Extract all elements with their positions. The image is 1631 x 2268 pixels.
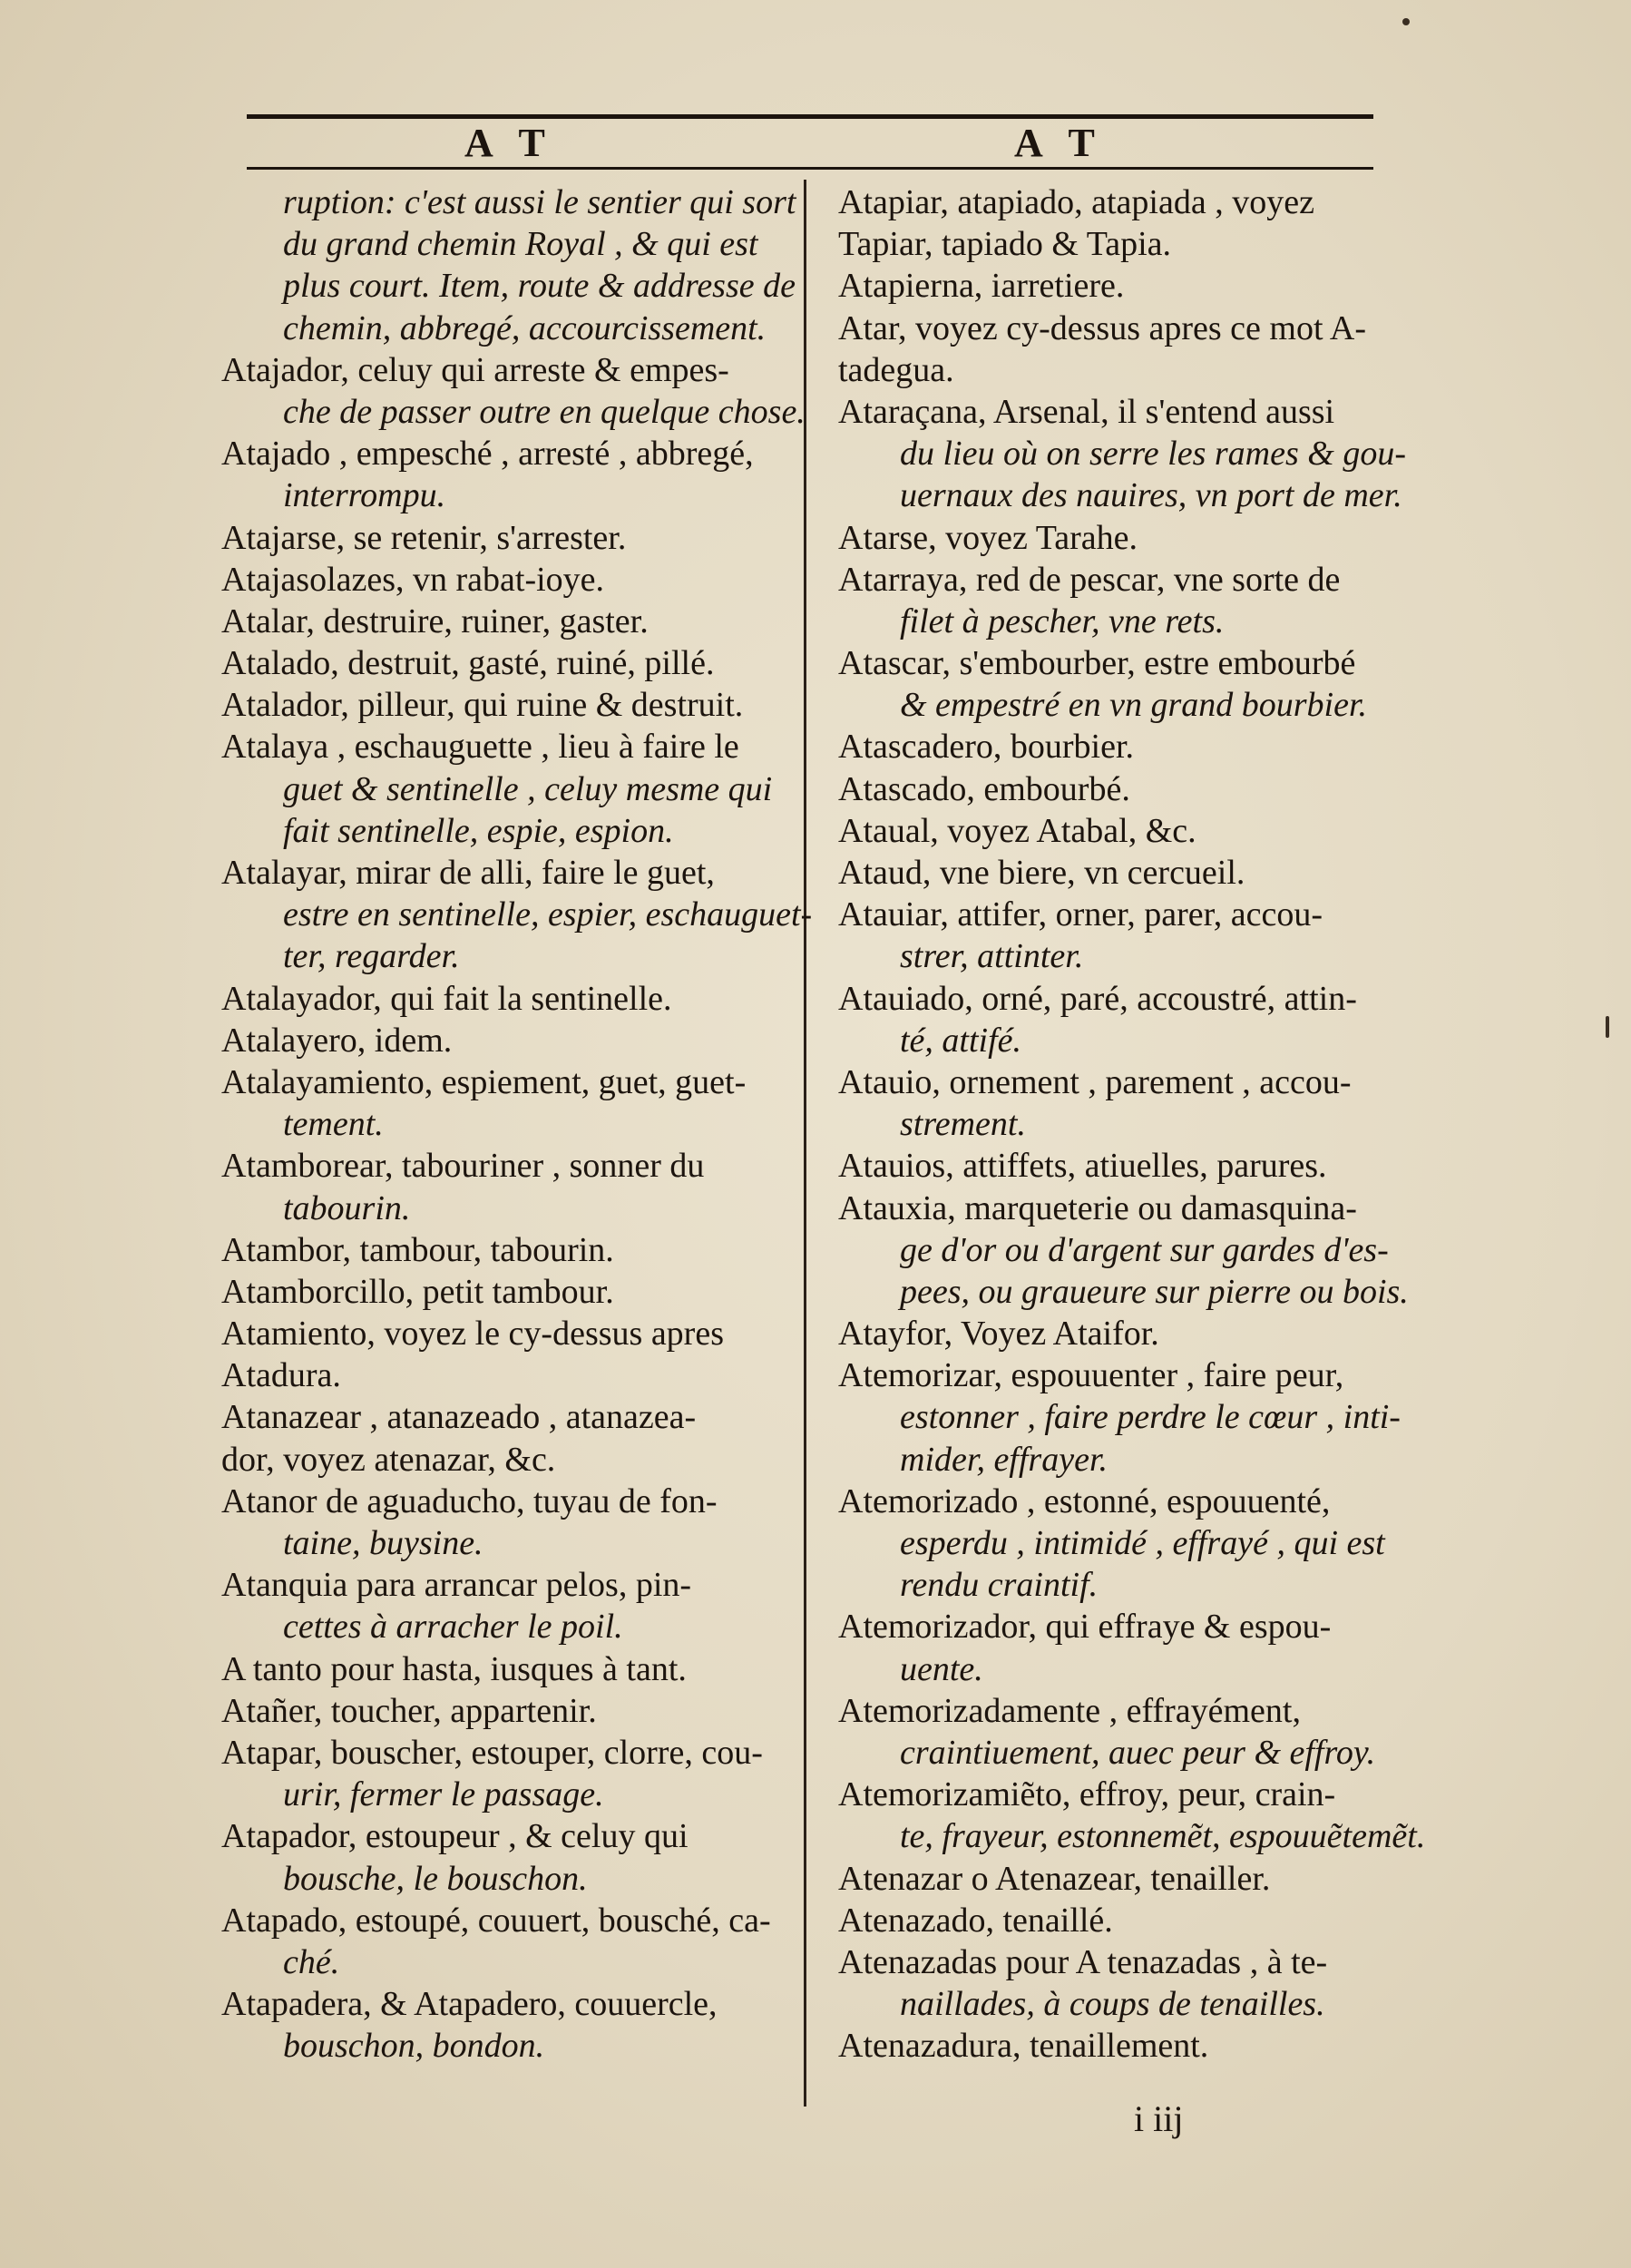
dictionary-line: Atajado , empesché , arresté , abbregé,	[221, 435, 754, 474]
stain-dot	[1402, 18, 1410, 25]
dictionary-line: Atascar, s'embourber, estre embourbé	[838, 644, 1356, 683]
column-divider	[804, 180, 806, 2107]
dictionary-line: Atalayar, mirar de alli, faire le guet,	[221, 854, 715, 892]
dictionary-line: pees, ou graueure sur pierre ou bois.	[900, 1272, 1409, 1311]
dictionary-line: Atemorizar, espouuenter , faire peur,	[838, 1356, 1344, 1395]
dictionary-line: plus court. Item, route & addresse de	[283, 267, 796, 306]
dictionary-line: Atalador, pilleur, qui ruine & destruit.	[221, 686, 744, 725]
dictionary-line: dor, voyez atenazar, &c.	[221, 1440, 556, 1479]
dictionary-line: Atapar, bouscher, estouper, clorre, cou-	[221, 1733, 763, 1772]
dictionary-line: estre en sentinelle, espier, eschauguet-	[283, 895, 813, 934]
dictionary-line: Tapiar, tapiado & Tapia.	[838, 225, 1172, 264]
dictionary-line: te, frayeur, estonnemẽt, espouuẽtemẽt.	[900, 1817, 1426, 1856]
dictionary-line: Atapador, estoupeur , & celuy qui	[221, 1817, 689, 1856]
dictionary-line: Atauio, ornement , parement , accou-	[838, 1062, 1352, 1101]
dictionary-line: ter, regarder.	[283, 937, 460, 976]
dictionary-line: esperdu , intimidé , effrayé , qui est	[900, 1524, 1385, 1562]
dictionary-line: filet à pescher, vne rets.	[900, 601, 1225, 640]
dictionary-line: Atadura.	[221, 1356, 341, 1395]
dictionary-line: tabourin.	[283, 1188, 411, 1227]
dictionary-line: Atalaya , eschauguette , lieu à faire le	[221, 728, 739, 767]
dictionary-line: fait sentinelle, espie, espion.	[283, 811, 674, 850]
dictionary-line: Atemorizador, qui effraye & espou-	[838, 1608, 1332, 1647]
dictionary-line: guet & sentinelle , celuy mesme qui	[283, 769, 773, 808]
dictionary-line: urir, fermer le passage.	[283, 1775, 604, 1814]
dictionary-line: Atascadero, bourbier.	[838, 728, 1135, 767]
dictionary-line: Atenazadas pour A tenazadas , à te-	[838, 1942, 1328, 1981]
dictionary-line: Atajarse, se retenir, s'arrester.	[221, 518, 627, 557]
dictionary-line: tement.	[283, 1105, 384, 1144]
dictionary-line: bousche, le bouschon.	[283, 1859, 588, 1898]
dictionary-line: Atapado, estoupé, couuert, bousché, ca-	[221, 1901, 771, 1940]
dictionary-line: cettes à arracher le poil.	[283, 1608, 623, 1647]
right-column	[838, 181, 1426, 2067]
dictionary-line: Ataual, voyez Atabal, &c.	[838, 811, 1196, 850]
dictionary-line: bouschon, bondon.	[283, 2027, 545, 2066]
dictionary-line: chemin, abbregé, accourcissement.	[283, 308, 767, 347]
dictionary-line: tadegua.	[838, 350, 954, 389]
signature-mark: i iij	[1134, 2098, 1184, 2139]
dictionary-line: naillades, à coups de tenailles.	[900, 1985, 1325, 2024]
dictionary-line: Atauiado, orné, paré, accoustré, attin-	[838, 979, 1357, 1018]
dictionary-line: du lieu où on serre les rames & gou-	[900, 435, 1406, 474]
dictionary-line: Atapiar, atapiado, atapiada , voyez	[838, 183, 1314, 221]
dictionary-line: Atenazadura, tenaillement.	[838, 2027, 1209, 2066]
dictionary-line: Atanquia para arrancar pelos, pin-	[221, 1566, 692, 1605]
dictionary-line: Atalayero, idem.	[221, 1021, 453, 1060]
dictionary-line: ruption: c'est aussi le sentier qui sort	[283, 183, 796, 221]
dictionary-line: Ataraçana, Arsenal, il s'entend aussi	[838, 392, 1335, 431]
dictionary-line: Atenazar o Atenazear, tenailler.	[838, 1859, 1271, 1898]
dictionary-line: Atenazado, tenaillé.	[838, 1901, 1113, 1940]
header-rule-bottom	[247, 167, 1373, 170]
dictionary-line: strer, attinter.	[900, 937, 1084, 976]
dictionary-line: craintiuement, auec peur & effroy.	[900, 1733, 1376, 1772]
dictionary-line: che de passer outre en quelque chose.	[283, 392, 806, 431]
dictionary-line: Atapadera, & Atapadero, couuercle,	[221, 1985, 718, 2024]
left-column	[221, 181, 813, 2067]
dictionary-line: ge d'or ou d'argent sur gardes d'es-	[900, 1230, 1389, 1269]
dictionary-line: té, attifé.	[900, 1021, 1022, 1060]
dictionary-line: strement.	[900, 1105, 1026, 1144]
dictionary-line: rendu craintif.	[900, 1566, 1099, 1605]
dictionary-line: Atemorizadamente , effrayément,	[838, 1691, 1301, 1730]
dictionary-line: Ataud, vne biere, vn cercueil.	[838, 854, 1245, 892]
dictionary-line: & empestré en vn grand bourbier.	[900, 686, 1368, 725]
dictionary-line: Atascado, embourbé.	[838, 769, 1130, 808]
dictionary-line: Atamborcillo, petit tambour.	[221, 1272, 614, 1311]
dictionary-line: Atalayamiento, espiement, guet, guet-	[221, 1062, 747, 1101]
running-head-right: A T	[1014, 121, 1104, 165]
dictionary-line: interrompu.	[283, 476, 446, 515]
dictionary-line: estonner , faire perdre le cœur , inti-	[900, 1398, 1401, 1437]
dictionary-line: Atapierna, iarretiere.	[838, 267, 1125, 306]
dictionary-line: Atanor de aguaducho, tuyau de fon-	[221, 1481, 718, 1520]
dictionary-line: Atauiar, attifer, orner, parer, accou-	[838, 895, 1323, 934]
dictionary-line: Atañer, toucher, appartenir.	[221, 1691, 597, 1730]
dictionary-line: Atalayador, qui fait la sentinelle.	[221, 979, 672, 1018]
stain-mark	[1606, 1016, 1609, 1038]
dictionary-line: Atemorizado , estonné, espouuenté,	[838, 1481, 1331, 1520]
dictionary-line: mider, effrayer.	[900, 1440, 1108, 1479]
running-head-left: A T	[464, 121, 554, 165]
dictionary-line: Atalado, destruit, gasté, ruiné, pillé.	[221, 644, 715, 683]
dictionary-line: uernaux des nauires, vn port de mer.	[900, 476, 1402, 515]
dictionary-line: Atajasolazes, vn rabat-ioye.	[221, 560, 605, 599]
dictionary-line: du grand chemin Royal , & qui est	[283, 225, 758, 264]
dictionary-line: taine, buysine.	[283, 1524, 483, 1562]
dictionary-line: Atauxia, marqueterie ou damasquina-	[838, 1188, 1357, 1227]
dictionary-line: Atar, voyez cy-dessus apres ce mot A-	[838, 308, 1367, 347]
dictionary-line: Atemorizamiẽto, effroy, peur, crain-	[838, 1775, 1336, 1814]
dictionary-line: Atamiento, voyez le cy-dessus apres	[221, 1315, 724, 1354]
dictionary-line: Atanazear , atanazeado , atanazea-	[221, 1398, 697, 1437]
dictionary-line: Atayfor, Voyez Ataifor.	[838, 1315, 1159, 1354]
dictionary-line: Atalar, destruire, ruiner, gaster.	[221, 601, 649, 640]
dictionary-line: Atajador, celuy qui arreste & empes-	[221, 350, 729, 389]
dictionary-line: Atambor, tambour, tabourin.	[221, 1230, 614, 1269]
dictionary-line: ché.	[283, 1942, 340, 1981]
dictionary-line: Atarse, voyez Tarahe.	[838, 518, 1138, 557]
dictionary-line: Atamborear, tabouriner , sonner du	[221, 1147, 705, 1186]
dictionary-line: Atauios, attiffets, atiuelles, parures.	[838, 1147, 1327, 1186]
dictionary-line: A tanto pour hasta, iusques à tant.	[221, 1649, 687, 1688]
dictionary-line: uente.	[900, 1649, 983, 1688]
header-rule-top	[247, 114, 1373, 119]
dictionary-line: Atarraya, red de pescar, vne sorte de	[838, 560, 1341, 599]
